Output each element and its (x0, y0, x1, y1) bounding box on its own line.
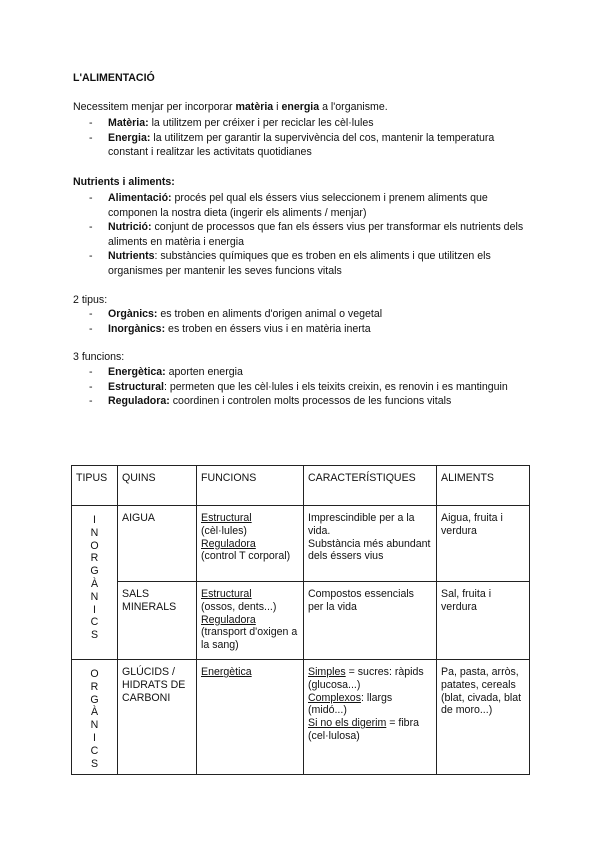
caracteristiques-cell: Compostos essencials per la vida (304, 582, 437, 660)
vertical-letter: N (90, 719, 99, 732)
vertical-letter: À (90, 577, 99, 590)
table-row (72, 660, 530, 775)
item-text: aporten energia (165, 366, 243, 378)
vertical-letter: O (90, 668, 99, 680)
item-term: Reguladora: (108, 395, 170, 407)
intro-text: a l'organisme. (319, 101, 388, 113)
funcio-detail: (cèl·lules) (201, 524, 247, 537)
vertical-letter: R (90, 552, 99, 565)
vertical-letter: G (90, 565, 99, 578)
item-term: Alimentació: (108, 192, 172, 204)
tipus-list (89, 307, 529, 336)
aliments-cell: Sal, fruita i verdura (437, 582, 530, 660)
intro-bold-energia: energia (281, 101, 320, 113)
section-heading: Nutrients i aliments: (73, 176, 175, 188)
quins-cell: GLÚCIDS / HIDRATS DE CARBONI (118, 660, 197, 775)
item-term: Matèria: (108, 117, 149, 129)
vertical-letter: À (90, 706, 99, 719)
funcions-cell (197, 660, 304, 775)
header-cell: TIPUS (72, 466, 118, 506)
funcio-label: Energètica (201, 666, 252, 678)
item-text: la utilitzem per garantir la supervivència del cos, mantenir la temperatura constant i realitzar les activitats quotidianes (108, 131, 495, 158)
list-item: - Nutrients: substàncies químiques que es troben en els aliments i que utilitzen els organismes per mantenir les seves funcions vitals (89, 250, 491, 277)
item-text: coordinen i controlen molts processos de les funcions vitals (169, 395, 452, 407)
vertical-letter: I (93, 603, 96, 616)
caracteristica-text: : llargs (midó...) (308, 691, 393, 717)
vertical-letter: C (90, 744, 99, 757)
item-term: Nutrició: (108, 221, 152, 233)
item-text: : permeten que les cèl·lules i els teixits creixin, es renovin i es mantinguin (163, 380, 508, 393)
funcio-detail: (transport d'oxigen a la sang) (201, 626, 298, 652)
table-row (72, 582, 530, 660)
vertical-letter: I (93, 514, 96, 526)
nutrients-table (71, 465, 530, 775)
caracteristica-label: Si no els digerim (308, 717, 387, 730)
list-item: - Inorgànics: es troben en éssers vius i en matèria inerta (89, 322, 371, 335)
vertical-letter: G (90, 693, 99, 706)
funcions-heading: 3 funcions: (73, 351, 125, 363)
funcio-detail: (ossos, dents...) (201, 600, 277, 613)
page-title: L'ALIMENTACIÓ (73, 72, 155, 84)
list-item: - Reguladora: coordinen i controlen molts processos de les funcions vitals (89, 395, 452, 407)
list-item: - Energia: la utilitzem per garantir la supervivència del cos, mantenir la temperatura constant i realitzar les activitats quotidianes (89, 131, 495, 158)
funcio-label: Reguladora (201, 537, 256, 550)
funcio-label: Reguladora (201, 613, 256, 626)
vertical-letter: I (93, 731, 96, 744)
nutrients-heading (73, 175, 175, 190)
item-term: Inorgànics: (108, 322, 166, 335)
list-item: - Nutrició: conjunt de processos que fan els éssers vius per transformar els nutrients dels aliments en matèria i energia (89, 221, 524, 248)
vertical-letter: R (90, 680, 99, 693)
aliments-cell: Pa, pasta, arròs, patates, cereals (blat, civada, blat de moro...) (437, 660, 530, 775)
tipus-heading: 2 tipus: (73, 294, 108, 306)
aliments-cell: Aigua, fruita i verdura (437, 506, 530, 582)
caracteristica-text: = fibra (cel·lulosa) (308, 717, 419, 742)
list-item: - Energètica: aporten energia (89, 366, 243, 378)
funcio-label: Estructural (201, 588, 252, 600)
item-text: : substàncies químiques que es troben en els aliments i que utilitzen els organismes per mantenir les seves funcions vitals (108, 250, 491, 277)
item-term: Orgànics: (108, 308, 158, 320)
vertical-letter: N (90, 590, 99, 603)
list-item: - Orgànics: es troben en aliments d'origen animal o vegetal (89, 308, 383, 320)
header-cell: FUNCIONS (197, 466, 304, 506)
caracteristica-label: Complexos (308, 691, 361, 704)
quins-cell: AIGUA (118, 506, 197, 582)
intro-paragraph (73, 100, 388, 115)
intro-text: Necessitem menjar per incorporar (73, 101, 236, 113)
item-text: es troben en éssers vius i en matèria inerta (165, 322, 371, 335)
vertical-letter: N (90, 526, 99, 539)
header-cell: CARACTERÍSTIQUES (304, 466, 437, 506)
item-text: conjunt de processos que fan els éssers vius per transformar els nutrients dels aliments en matèria i energia (108, 221, 524, 248)
vertical-letter: S (90, 629, 99, 642)
caracteristica-label: Simples (308, 666, 346, 678)
funcions-cell (197, 506, 304, 582)
item-text: es troben en aliments d'origen animal o vegetal (157, 308, 383, 320)
nutrients-list (89, 191, 529, 278)
item-term: Energètica: (108, 366, 166, 378)
list-item: - Estructural: permeten que les cèl·lules i els teixits creixin, es renovin i es mantinguin (89, 380, 508, 393)
item-term: Energia: (108, 131, 151, 144)
item-text: procés pel qual els éssers vius seleccionem i prenem aliments que componen la nostra dieta (ingerir els aliments / menjar) (108, 192, 488, 219)
caracteristica-text: = sucres: ràpids (glucosa...) (308, 666, 424, 691)
item-term: Estructural (108, 380, 164, 393)
funcions-list (89, 365, 529, 409)
list-item: - Alimentació: procés pel qual els éssers vius seleccionem i prenem aliments que componen la nostra dieta (ingerir els aliments / menjar) (89, 192, 488, 219)
header-cell: QUINS (118, 466, 197, 506)
funcions-cell (197, 582, 304, 660)
vertical-letter: C (90, 616, 99, 629)
tipus-organics-cell (72, 660, 118, 775)
intro-text: i (273, 101, 282, 113)
funcio-detail: (control T corporal) (201, 550, 291, 563)
item-text: la utilitzem per créixer i per reciclar les cèl·lules (148, 117, 374, 129)
vertical-letter: S (90, 757, 99, 770)
table-row (72, 506, 530, 582)
table-header-row (72, 466, 530, 506)
vertical-letter: O (90, 539, 99, 552)
caracteristiques-cell: Imprescindible per a la vida. Substància més abundant dels éssers vius (304, 506, 437, 582)
caracteristiques-cell (304, 660, 437, 775)
tipus-inorganics-cell (72, 506, 118, 660)
quins-cell: SALS MINERALS (118, 582, 197, 660)
item-term: Nutrients (108, 250, 155, 262)
list-item: - Matèria: la utilitzem per créixer i per reciclar les cèl·lules (89, 117, 374, 129)
funcio-label: Estructural (201, 512, 252, 524)
intro-bold-materia: matèria (235, 101, 274, 113)
header-cell: ALIMENTS (437, 466, 530, 506)
intro-list (89, 116, 529, 160)
